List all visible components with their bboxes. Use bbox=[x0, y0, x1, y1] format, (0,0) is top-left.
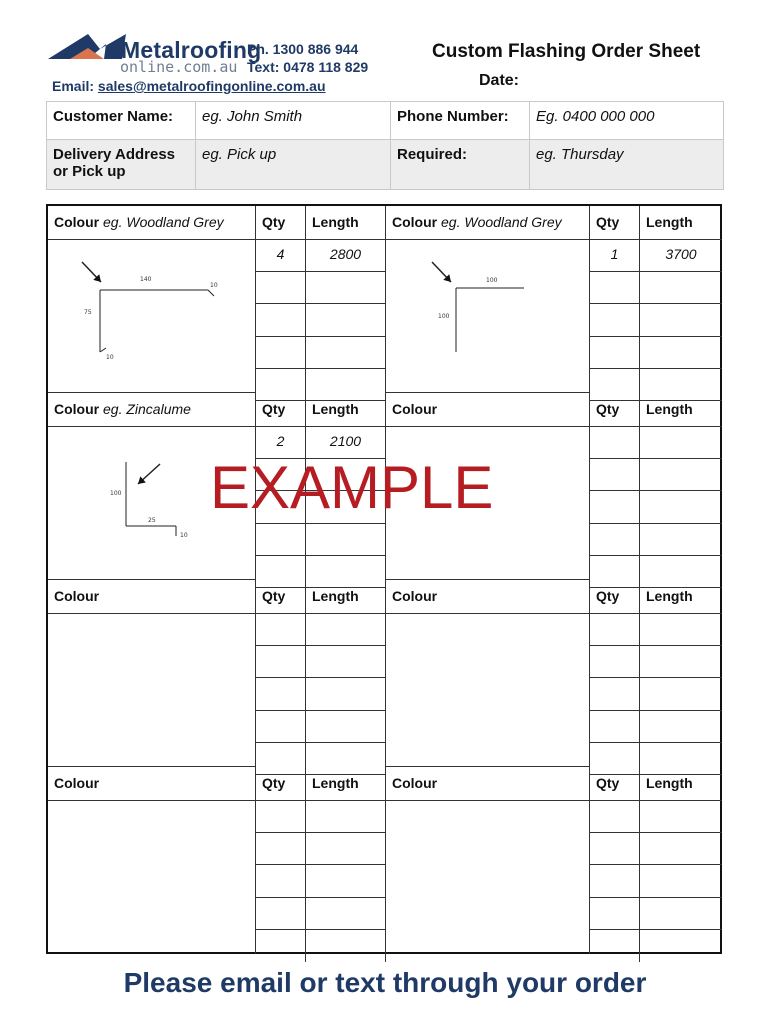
colour-header bbox=[386, 767, 590, 801]
length-cell[interactable] bbox=[306, 614, 386, 646]
qty-cell[interactable] bbox=[590, 865, 640, 897]
qty-cell[interactable] bbox=[256, 337, 306, 369]
dimension-label: 10 bbox=[106, 354, 114, 361]
dimension-label: 100 bbox=[486, 277, 498, 284]
phone-number-label: Phone Number: bbox=[391, 102, 530, 140]
qty-cell[interactable] bbox=[256, 930, 306, 962]
qty-header: Qty bbox=[590, 206, 640, 240]
qty-cell[interactable] bbox=[256, 833, 306, 865]
length-cell[interactable] bbox=[640, 865, 722, 897]
qty-cell[interactable] bbox=[256, 272, 306, 304]
qty-cell[interactable] bbox=[590, 930, 640, 962]
length-cell[interactable] bbox=[640, 272, 722, 304]
qty-cell[interactable] bbox=[590, 272, 640, 304]
flashing-drawing-area[interactable] bbox=[48, 614, 256, 767]
delivery-address-field[interactable]: eg. Pick up bbox=[196, 140, 391, 190]
colour-header bbox=[48, 580, 256, 614]
colour-label: Colour bbox=[392, 588, 438, 604]
length-cell[interactable]: 2100 bbox=[306, 427, 386, 459]
flashing-diagram-2 bbox=[408, 256, 588, 366]
length-header: Length bbox=[640, 206, 722, 240]
length-cell[interactable] bbox=[306, 833, 386, 865]
length-header: Length bbox=[306, 206, 386, 240]
colour-label: Colour bbox=[54, 775, 100, 791]
logo-domain: online.com.au bbox=[120, 58, 238, 76]
colour-label: Colour bbox=[392, 401, 438, 417]
flashing-order-grid bbox=[46, 204, 722, 954]
colour-header bbox=[48, 206, 256, 240]
colour-example: eg. Woodland Grey bbox=[103, 214, 224, 230]
length-cell[interactable] bbox=[640, 614, 722, 646]
length-cell[interactable] bbox=[640, 801, 722, 833]
email-line bbox=[52, 78, 326, 94]
qty-header: Qty bbox=[590, 580, 640, 614]
qty-cell[interactable] bbox=[590, 459, 640, 491]
logo-mark-icon bbox=[48, 32, 128, 76]
length-header: Length bbox=[640, 393, 722, 427]
length-cell[interactable] bbox=[640, 711, 722, 743]
flashing-profile-line bbox=[208, 290, 214, 296]
date-label: Date: bbox=[479, 72, 520, 89]
qty-header: Qty bbox=[590, 767, 640, 801]
contact-info bbox=[247, 40, 368, 76]
flashing-drawing-area[interactable] bbox=[386, 801, 590, 954]
footer-instruction: Please email or text through your order bbox=[123, 967, 647, 998]
length-cell[interactable] bbox=[640, 491, 722, 523]
colour-example: eg. Zincalume bbox=[103, 401, 191, 417]
customer-name-label: Customer Name: bbox=[47, 102, 196, 140]
qty-cell[interactable] bbox=[590, 337, 640, 369]
length-cell[interactable] bbox=[640, 304, 722, 336]
email-label: Email: bbox=[52, 78, 98, 94]
required-field[interactable]: eg. Thursday bbox=[530, 140, 724, 190]
length-cell[interactable] bbox=[306, 524, 386, 556]
colour-example: eg. Woodland Grey bbox=[441, 214, 562, 230]
qty-cell[interactable] bbox=[590, 833, 640, 865]
qty-cell[interactable] bbox=[590, 678, 640, 710]
dimension-label: 10 bbox=[180, 532, 188, 539]
qty-cell[interactable] bbox=[256, 646, 306, 678]
colour-header bbox=[48, 767, 256, 801]
delivery-address-label: Delivery Address or Pick up bbox=[47, 140, 196, 190]
length-cell[interactable] bbox=[306, 337, 386, 369]
qty-header: Qty bbox=[256, 393, 306, 427]
flashing-drawing-area[interactable] bbox=[386, 614, 590, 767]
qty-cell[interactable] bbox=[590, 427, 640, 459]
qty-cell[interactable] bbox=[256, 304, 306, 336]
header bbox=[0, 0, 770, 100]
customer-details-table bbox=[46, 101, 724, 190]
length-cell[interactable] bbox=[640, 833, 722, 865]
required-label: Required: bbox=[391, 140, 530, 190]
text-number: Text: 0478 118 829 bbox=[247, 59, 369, 75]
colour-header bbox=[386, 206, 590, 240]
length-header: Length bbox=[640, 580, 722, 614]
qty-cell[interactable]: 1 bbox=[590, 240, 640, 272]
length-cell[interactable] bbox=[306, 272, 386, 304]
qty-header: Qty bbox=[590, 393, 640, 427]
length-cell[interactable] bbox=[306, 304, 386, 336]
colour-label: Colour bbox=[54, 214, 100, 230]
length-header: Length bbox=[306, 393, 386, 427]
qty-header: Qty bbox=[256, 767, 306, 801]
qty-cell[interactable] bbox=[256, 801, 306, 833]
colour-label: Colour bbox=[54, 401, 100, 417]
logo-wordmark: Metalroofing bbox=[121, 37, 262, 63]
qty-cell[interactable]: 4 bbox=[256, 240, 306, 272]
dimension-label: 140 bbox=[140, 276, 152, 283]
dimension-label: 100 bbox=[110, 490, 122, 497]
length-cell[interactable] bbox=[306, 711, 386, 743]
length-header: Length bbox=[640, 767, 722, 801]
length-cell[interactable] bbox=[306, 898, 386, 930]
length-cell[interactable] bbox=[640, 459, 722, 491]
qty-cell[interactable] bbox=[590, 304, 640, 336]
flashing-diagram-1 bbox=[68, 256, 248, 366]
length-cell[interactable] bbox=[640, 646, 722, 678]
length-cell[interactable] bbox=[640, 930, 722, 962]
qty-cell[interactable] bbox=[256, 865, 306, 897]
qty-header: Qty bbox=[256, 580, 306, 614]
colour-label: Colour bbox=[392, 214, 438, 230]
customer-name-field[interactable]: eg. John Smith bbox=[196, 102, 391, 140]
length-cell[interactable] bbox=[640, 427, 722, 459]
qty-cell[interactable] bbox=[590, 801, 640, 833]
dimension-label: 10 bbox=[210, 282, 218, 289]
colour-label: Colour bbox=[392, 775, 438, 791]
qty-cell[interactable] bbox=[590, 898, 640, 930]
colour-label: Colour bbox=[54, 588, 100, 604]
length-cell[interactable]: 2800 bbox=[306, 240, 386, 272]
qty-cell[interactable] bbox=[256, 898, 306, 930]
phone-number: Ph. 1300 886 944 bbox=[247, 41, 359, 57]
example-watermark: EXAMPLE bbox=[210, 454, 494, 521]
length-header: Length bbox=[306, 767, 386, 801]
length-cell[interactable] bbox=[640, 678, 722, 710]
length-cell[interactable] bbox=[640, 337, 722, 369]
company-logo bbox=[48, 32, 262, 76]
page-title: Custom Flashing Order Sheet bbox=[432, 41, 701, 62]
length-cell[interactable] bbox=[306, 678, 386, 710]
qty-cell[interactable] bbox=[590, 524, 640, 556]
qty-cell[interactable] bbox=[256, 678, 306, 710]
flashing-drawing-area[interactable] bbox=[48, 801, 256, 954]
qty-cell[interactable] bbox=[590, 491, 640, 523]
colour-header bbox=[386, 580, 590, 614]
length-cell[interactable]: 3700 bbox=[640, 240, 722, 272]
qty-cell[interactable] bbox=[590, 614, 640, 646]
qty-cell[interactable] bbox=[590, 646, 640, 678]
length-header: Length bbox=[306, 580, 386, 614]
qty-header: Qty bbox=[256, 206, 306, 240]
qty-cell[interactable] bbox=[590, 711, 640, 743]
qty-cell[interactable] bbox=[256, 614, 306, 646]
dimension-label: 100 bbox=[438, 313, 450, 320]
length-cell[interactable] bbox=[306, 646, 386, 678]
qty-cell[interactable]: 2 bbox=[256, 427, 306, 459]
colour-header bbox=[386, 393, 590, 427]
dimension-label: 25 bbox=[148, 517, 156, 524]
length-cell[interactable] bbox=[640, 898, 722, 930]
email-link[interactable]: sales@metalroofingonline.com.au bbox=[97, 78, 326, 94]
flashing-profile-line bbox=[100, 348, 106, 352]
length-cell[interactable] bbox=[306, 930, 386, 962]
qty-cell[interactable] bbox=[256, 711, 306, 743]
phone-number-field[interactable]: Eg. 0400 000 000 bbox=[530, 102, 724, 140]
length-cell[interactable] bbox=[640, 524, 722, 556]
colour-header bbox=[48, 393, 256, 427]
dimension-label: 75 bbox=[84, 309, 92, 316]
length-cell[interactable] bbox=[306, 865, 386, 897]
qty-cell[interactable] bbox=[256, 524, 306, 556]
length-cell[interactable] bbox=[306, 801, 386, 833]
